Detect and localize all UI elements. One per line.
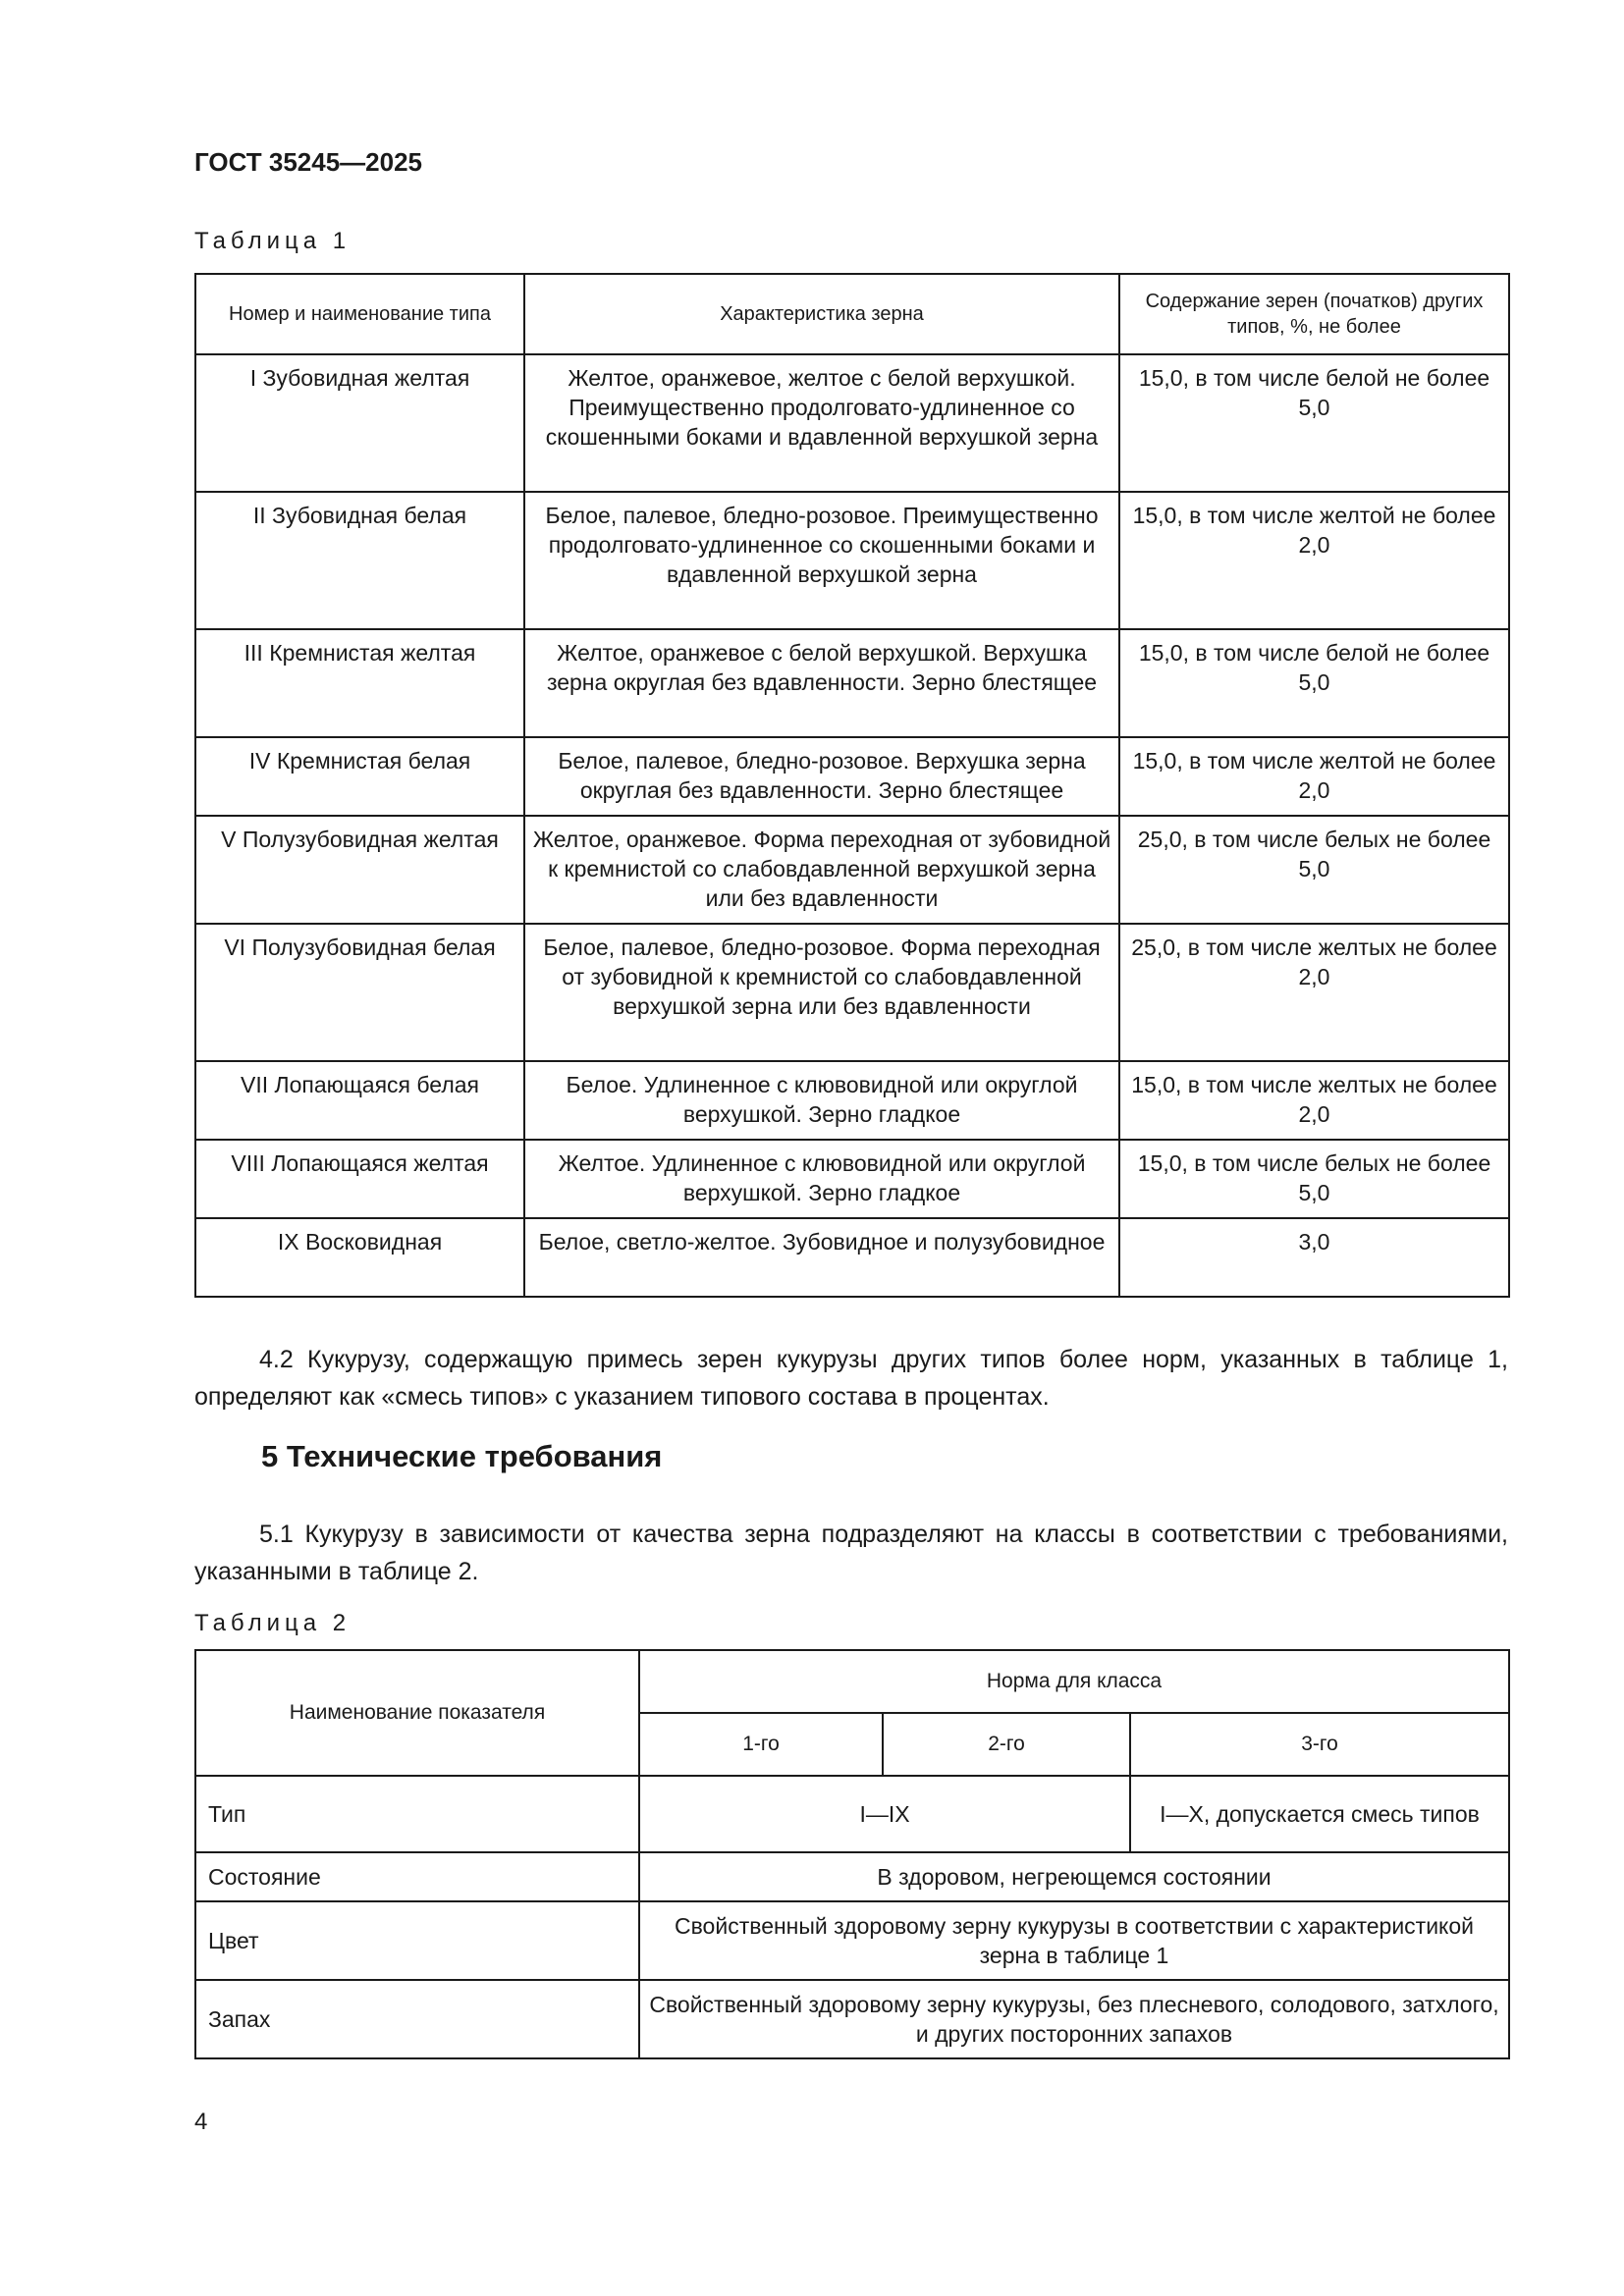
value-cell: Свойственный здоровому зерну кукурузы, без плесневого, солодового, затхлого, и других посторонних запахов [639,1980,1509,2058]
paragraph-4-2: 4.2 Кукурузу, содержащую примесь зерен кукурузы других типов более норм, указанных в таблице 1, определяют как «смесь типов» с указанием типового состава в процентах. [194,1346,1508,1411]
type-cell: VI Полузубовидная белая [195,924,524,1061]
page-number: 4 [194,2109,208,2135]
table1-header-row [195,274,1509,354]
standard-header: ГОСТ 35245—2025 [194,147,422,177]
type-cell: VII Лопающаяся белая [195,1061,524,1140]
content-cell: 15,0, в том числе белой не более 5,0 [1119,629,1509,737]
indicator-cell: Цвет [195,1901,639,1980]
type-cell: III Кремнистая желтая [195,629,524,737]
indicator-cell: Запах [195,1980,639,2058]
characteristic-cell: Желтое, оранжевое, желтое с белой верхушкой. Преимущественно продолговато-удлиненное со скошенными боками и вдавленной верхушкой зерна [524,354,1119,492]
content-cell: 15,0, в том числе белых не более 5,0 [1119,1140,1509,1218]
table-row [195,354,1509,492]
table-row [195,1852,1509,1901]
value-cell: В здоровом, негреющемся состоянии [639,1852,1509,1901]
table2-caption: Таблица 2 [194,1610,352,1636]
content-cell: 15,0, в том числе желтых не более 2,0 [1119,1061,1509,1140]
table2-class-2: 2-го [883,1713,1130,1776]
table2-col-norm: Норма для класса [639,1650,1509,1713]
type-cell: IV Кремнистая белая [195,737,524,816]
table-row [195,1901,1509,1980]
characteristic-cell: Белое, палевое, бледно-розовое. Форма переходная от зубовидной к кремнистой со слабовдавленной верхушкой зерна или без вдавленности [524,924,1119,1061]
table-row [195,492,1509,629]
table1-caption: Таблица 1 [194,228,352,254]
type-cell: VIII Лопающаяся желтая [195,1140,524,1218]
content-cell: 15,0, в том числе белой не более 5,0 [1119,354,1509,492]
characteristic-cell: Желтое, оранжевое с белой верхушкой. Верхушка зерна округлая без вдавленности. Зерно блестящее [524,629,1119,737]
content-cell: 15,0, в том числе желтой не более 2,0 [1119,737,1509,816]
paragraph-5-1: 5.1 Кукурузу в зависимости от качества зерна подразделяют на классы в соответствии с требованиями, указанными в таблице 2. [194,1521,1508,1585]
table1 [194,273,1510,1298]
table-row [195,816,1509,924]
table-row [195,1980,1509,2058]
class3-cell: I—X, допускается смесь типов [1130,1776,1509,1852]
content-cell: 15,0, в том числе желтой не более 2,0 [1119,492,1509,629]
table-row [195,1776,1509,1852]
type-cell: IX Восковидная [195,1218,524,1297]
table2-class-1: 1-го [639,1713,883,1776]
table2 [194,1649,1510,2059]
characteristic-cell: Белое, палевое, бледно-розовое. Преимущественно продолговато-удлиненное со скошенными боками и вдавленной верхушкой зерна [524,492,1119,629]
class12-cell: I—IX [639,1776,1130,1852]
table1-col-content: Содержание зерен (початков) других типов, %, не более [1119,274,1509,354]
table-row [195,629,1509,737]
table1-col-characteristic: Характеристика зерна [524,274,1119,354]
table2-header-row [195,1650,1509,1713]
characteristic-cell: Белое. Удлиненное с клювовидной или округлой верхушкой. Зерно гладкое [524,1061,1119,1140]
characteristic-cell: Белое, светло-желтое. Зубовидное и полузубовидное [524,1218,1119,1297]
table-row [195,1218,1509,1297]
table1-col-type: Номер и наименование типа [195,274,524,354]
table2-class-3: 3-го [1130,1713,1509,1776]
type-cell: II Зубовидная белая [195,492,524,629]
type-cell: V Полузубовидная желтая [195,816,524,924]
indicator-cell: Состояние [195,1852,639,1901]
characteristic-cell: Белое, палевое, бледно-розовое. Верхушка зерна округлая без вдавленности. Зерно блестящее [524,737,1119,816]
content-cell: 25,0, в том числе белых не более 5,0 [1119,816,1509,924]
characteristic-cell: Желтое. Удлиненное с клювовидной или округлой верхушкой. Зерно гладкое [524,1140,1119,1218]
type-cell: I Зубовидная желтая [195,354,524,492]
table-row [195,1140,1509,1218]
content-cell: 3,0 [1119,1218,1509,1297]
characteristic-cell: Желтое, оранжевое. Форма переходная от зубовидной к кремнистой со слабовдавленной верхушкой зерна или без вдавленности [524,816,1119,924]
indicator-cell: Тип [195,1776,639,1852]
value-cell: Свойственный здоровому зерну кукурузы в соответствии с характеристикой зерна в таблице 1 [639,1901,1509,1980]
table2-col-indicator: Наименование показателя [195,1650,639,1776]
section-5-title: 5 Технические требования [261,1439,663,1473]
table-row [195,1061,1509,1140]
table-row [195,737,1509,816]
table-row [195,924,1509,1061]
content-cell: 25,0, в том числе желтых не более 2,0 [1119,924,1509,1061]
